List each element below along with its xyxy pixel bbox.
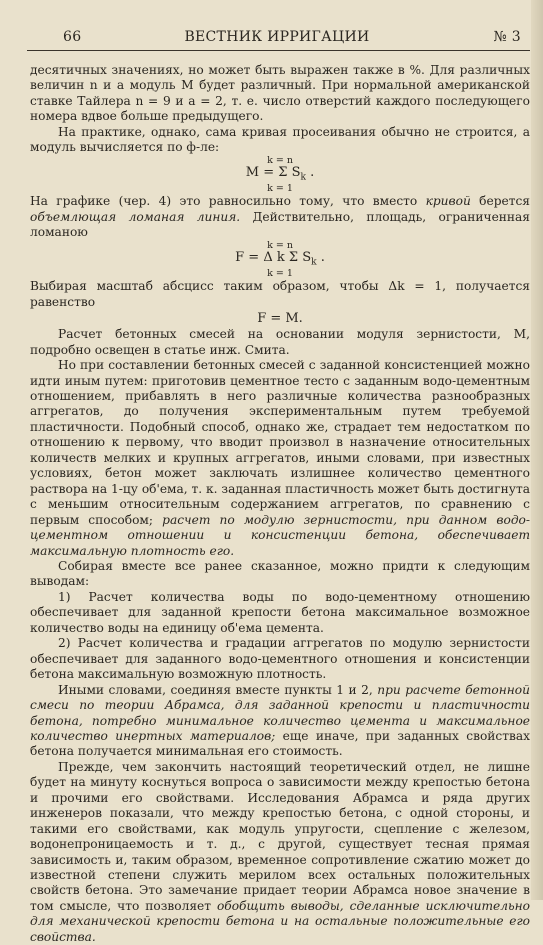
paragraph: Расчет бетонных смесей на основании модуля зернистости, M, подробно освещен в статье инж. Смита. [30,327,530,357]
text-run: Но при составлении бетонных смесей с заданной консистенцией можно идти иным путем: приготовив цементное тесто с заданным водо-цементным отношением, прибавлять в него различные количества разнообразных аггрегатов, до получения экспериментальным путем требуемой пластичности. Подобный способ, однако же, страдает тем недостатком по отношению к первому, что вводит произвол в назначение относительных количеств мелких и крупных аггрегатов, иными словами, при известных условиях, бетон может заключать излишнее количество цементного раствора на 1-цу об'ема, т. к. заданная пластичность может быть достигнута с меньшим относительным содержанием аггрегатов, по сравнению с первым способом; [30,358,530,527]
text-run: Действительно, площадь, ограниченная ломаною [30,209,530,240]
paragraph [30,358,530,559]
text-run-italic: кривой [425,194,471,209]
formula-modulus [30,156,530,195]
text-run: еще иначе, при заданных свойствах бетона получается минимальная его стоимость. [30,728,530,759]
formula-subscript: k [311,257,317,268]
text-run-italic: расчет по модулю зернистости, при данном водо-цементном отношении и консистенции бетона, обеспечивает максимальную плотность его. [30,512,530,558]
text-run-italic: при расчете бетонной смеси по теории Абрамса, для заданной крепости и пластичности бетона, потребно минимальное количество цемента и максимальное количество инертных материалов; [30,682,530,743]
formula-expression: F = M. [257,311,303,327]
formula-body: M = Σ S [245,164,301,180]
text-run-italic: обобщить выводы, сделанные исключительно для механической крепости бетона и на остальные положительные его свойства. [30,898,531,944]
paragraph: Выбирая масштаб абсцисс таким образом, чтобы Δk = 1, получается равенство [30,279,530,309]
text-run: берется [470,194,530,209]
page-header [27,29,527,49]
formula-lower-limit: k = 1 [267,183,293,195]
text-run: На графике (чер. 4) это равносильно тому, что вместо [30,194,426,209]
formula-upper-limit: k = n [267,239,293,251]
paragraph [30,194,530,240]
journal-title: ВЕСТНИК ИРРИГАЦИИ [184,29,370,45]
formula-lower-limit: k = 1 [267,268,293,280]
paragraph: десятичных значениях, но может быть выражен также в %. Для различных величин n и a модуль M будет различный. При нормальной американской ставке Тайлера n = 9 и a = 2, т. е. число отверстий каждого последующего номера вдвое больше предыдущего. [30,63,530,124]
formula-upper-limit: k = n [267,154,293,166]
issue-number: № 3 [493,29,521,45]
text-run: Иными словами, соединяя вместе пункты 1 и 2, [58,682,378,697]
paragraph-list-item: 1) Расчет количества воды по водо-цементному отношению обеспечивает для заданной крепости бетона максимальное возможное количество воды на единицу об'ема цемента. [30,589,530,635]
formula-body: F = Δ k Σ S [235,249,312,265]
paragraph: На практике, однако, сама кривая просеивания обычно не строится, а модуль вычисляется по ф-ле: [30,124,530,155]
scan-edge-shadow [531,0,543,900]
text-run-italic: объемлющая ломаная линия. [30,209,241,224]
formula-area [30,241,530,280]
formula-equality [30,310,530,327]
formula-subscript: k [300,172,306,183]
paragraph-list-item: 2) Расчет количества и градации аггрегатов по модулю зернистости обеспечивает для заданного водо-цементного отношения и консистенции бетона максимальную возможную плотность. [30,636,530,682]
paragraph [30,760,530,945]
paragraph: Собирая вместе все ранее сказанное, можно придти к следующим выводам: [30,558,530,589]
paragraph [30,683,530,760]
page-number: 66 [63,29,82,45]
body-text [30,63,530,945]
text-run: Прежде, чем закончить настоящий теоретический отдел, не лишне будет на минуту коснуться вопроса о зависимости между крепостью бетона и прочими его свойствами. Исследования Абрамса и ряда других инженеров показали, что между крепостью бетона, с одной стороны, и такими его свойствами, как модуль упругости, сцепление с железом, водонепроницаемость и т. д., с другой, существует тесная прямая зависимость и, таким образом, временное сопротивление сжатию может до известной степени служить мерилом всех остальных положительных свойств бетона. Это замечание придает теории Абрамса новое значение в том смысле, что позволяет [30,759,530,913]
formula-expression: M = Σ $S_k$ . [245,164,315,183]
formula-expression: F = Δ k Σ $S_k$ . [235,249,325,268]
header-rule [27,50,530,51]
